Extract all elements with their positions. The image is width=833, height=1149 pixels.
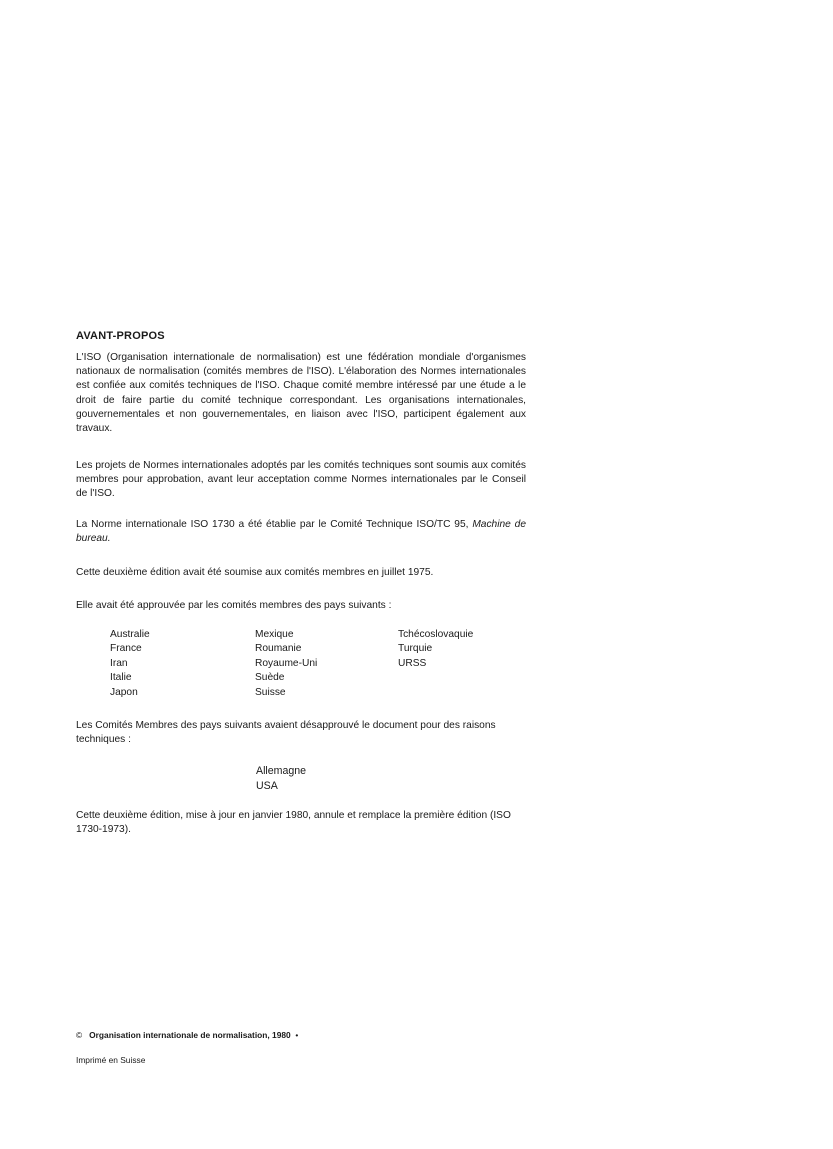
printed-in-line: Imprimé en Suisse — [76, 1055, 146, 1065]
paragraph-draft-approval: Les projets de Normes internationales adoptés par les comités techniques sont soumis aux comités membres pour approbation, avant leur acceptation comme Normes internationales par le Conseil de l'ISO. — [76, 460, 526, 500]
committee-title: Machine de bureau. — [76, 519, 526, 545]
country-item: Italie — [110, 672, 132, 684]
country-item: Mexique — [255, 629, 294, 640]
country-column-1 — [110, 628, 150, 700]
copyright-symbol: © — [76, 1030, 83, 1040]
paragraph-edition-note: Cette deuxième édition, mise à jour en janvier 1980, annule et remplace la première édition (ISO 1730-1973). — [76, 810, 511, 836]
country-item: France — [110, 643, 142, 655]
country-item: Allemagne — [256, 765, 307, 777]
copyright-text: Organisation internationale de normalisation, 1980 — [89, 1030, 291, 1040]
paragraph-disapproval-intro: Les Comités Membres des pays suivants avaient désapprouvé le document pour des raisons techniques : — [76, 720, 496, 746]
section-heading: AVANT-PROPOS — [76, 330, 165, 342]
country-item: Roumanie — [255, 643, 302, 655]
country-item: Royaume-Uni — [255, 657, 318, 669]
paragraph-approval-intro: Elle avait été approuvée par les comités membres des pays suivants : — [76, 600, 392, 611]
country-column-3 — [398, 628, 473, 671]
bullet-icon: • — [295, 1030, 299, 1040]
copyright-line — [76, 1030, 298, 1040]
country-item: Australie — [110, 629, 150, 640]
country-item: Suède — [255, 672, 285, 684]
disapproving-country-list — [256, 764, 306, 793]
paragraph-standard-origin — [76, 518, 526, 546]
country-item: Suisse — [255, 686, 286, 698]
country-item: Tchécoslovaquie — [398, 629, 474, 640]
paragraph-submission: Cette deuxième édition avait été soumise aux comités membres en juillet 1975. — [76, 567, 434, 578]
paragraph-iso-intro: L'ISO (Organisation internationale de normalisation) est une fédération mondiale d'organismes nationaux de normalisation (comités membres de l'ISO). L'élaboration des Normes internationales est confiée aux comités techniques de l'ISO. Chaque comité membre intéressé par une étude a le droit de faire partie du comité technique correspondant. Les organisations internationales, gouvernementales et non gouvernementales, en liaison avec l'ISO, participent également aux travaux. — [76, 352, 526, 435]
country-item: Iran — [110, 657, 128, 669]
country-item: Turquie — [398, 643, 433, 655]
country-item: Japon — [110, 686, 138, 698]
country-item: URSS — [398, 657, 427, 669]
country-column-2 — [255, 628, 317, 700]
country-item: USA — [256, 779, 278, 792]
standard-origin-text: La Norme internationale ISO 1730 a été établie par le Comité Technique ISO/TC 95, — [76, 519, 469, 530]
